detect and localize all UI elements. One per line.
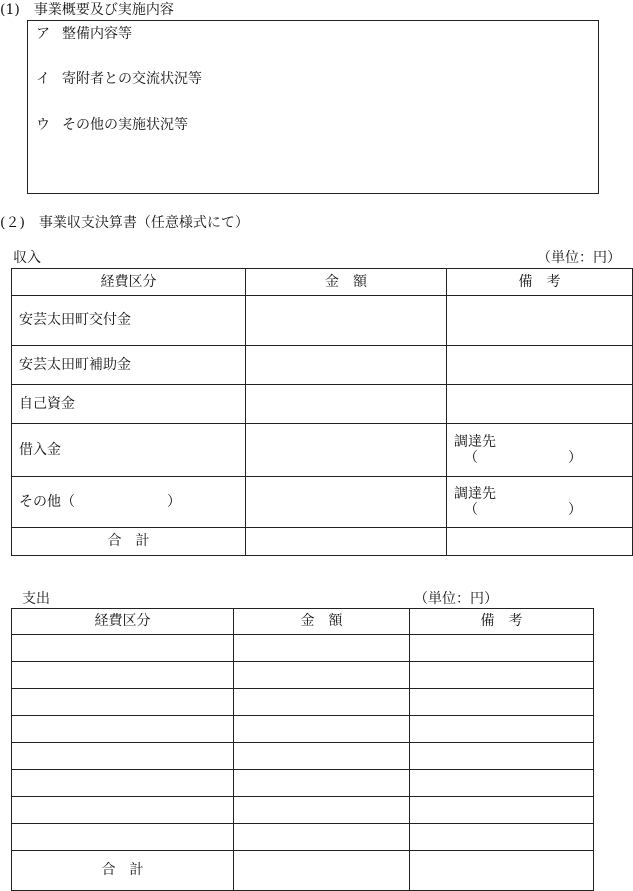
income-total-amount[interactable] <box>246 528 447 556</box>
table-row <box>12 662 594 689</box>
expense-row-category[interactable] <box>12 770 234 797</box>
expense-row-remarks[interactable] <box>410 824 594 851</box>
expense-row-category[interactable] <box>12 635 234 662</box>
income-row-remarks[interactable] <box>447 385 633 424</box>
income-row-category: 借入金 <box>12 424 246 477</box>
income-total-label: 合 計 <box>12 528 246 556</box>
expense-unit: （単位：円） <box>414 591 498 607</box>
income-row-amount[interactable] <box>246 477 447 528</box>
income-row-amount[interactable] <box>246 296 447 346</box>
expense-table <box>11 608 594 891</box>
expense-header-row <box>12 609 594 635</box>
expense-row-remarks[interactable] <box>410 770 594 797</box>
expense-row-remarks[interactable] <box>410 689 594 716</box>
income-row-category: 安芸太田町補助金 <box>12 346 246 385</box>
section1-box <box>27 20 599 194</box>
section1-item-i <box>36 72 202 86</box>
expense-total-amount[interactable] <box>234 851 410 891</box>
income-row-remarks[interactable] <box>447 296 633 346</box>
income-row-remarks[interactable] <box>447 477 633 528</box>
income-row-remarks[interactable] <box>447 346 633 385</box>
expense-row-category[interactable] <box>12 743 234 770</box>
section1-item-i-label: 寄附者との交流状況等 <box>62 71 202 87</box>
income-unit: （単位：円） <box>537 250 621 266</box>
table-row <box>12 716 594 743</box>
expense-row-amount[interactable] <box>234 635 410 662</box>
expense-total-row <box>12 851 594 891</box>
other-open: その他（ <box>19 493 75 510</box>
section1-item-i-marker: イ <box>36 71 50 87</box>
income-row-amount[interactable] <box>246 424 447 477</box>
expense-label: 支出 <box>22 591 50 607</box>
expense-row-remarks[interactable] <box>410 635 594 662</box>
section1-item-u-label: その他の実施状況等 <box>62 117 188 133</box>
income-remarks-source-paren <box>454 502 632 518</box>
income-row-category <box>12 477 246 528</box>
expense-header-remarks: 備 考 <box>410 609 594 635</box>
expense-header-category: 経費区分 <box>12 609 234 635</box>
table-row <box>12 477 633 528</box>
income-header-category: 経費区分 <box>12 269 246 296</box>
section1-item-a-marker: ア <box>36 26 50 42</box>
expense-row-remarks[interactable] <box>410 662 594 689</box>
section2-title: (２) 事業収支決算書（任意様式にて） <box>0 215 249 231</box>
income-remarks-source-label: 調達先 <box>454 485 496 502</box>
income-header-remarks: 備 考 <box>447 269 633 296</box>
table-row <box>12 689 594 716</box>
expense-row-category[interactable] <box>12 824 234 851</box>
table-row <box>12 797 594 824</box>
expense-row-category[interactable] <box>12 662 234 689</box>
expense-header-amount: 金 額 <box>234 609 410 635</box>
table-row <box>12 346 633 385</box>
section1-title: (1) 事業概要及び実施内容 <box>0 2 174 18</box>
expense-row-amount[interactable] <box>234 662 410 689</box>
other-close: ） <box>167 493 181 510</box>
expense-row-amount[interactable] <box>234 716 410 743</box>
income-row-amount[interactable] <box>246 346 447 385</box>
expense-row-amount[interactable] <box>234 824 410 851</box>
expense-row-amount[interactable] <box>234 689 410 716</box>
income-label: 収入 <box>13 250 41 266</box>
expense-row-remarks[interactable] <box>410 743 594 770</box>
expense-row-category[interactable] <box>12 716 234 743</box>
income-remarks-source-label: 調達先 <box>454 433 496 450</box>
table-row <box>12 424 633 477</box>
expense-row-category[interactable] <box>12 689 234 716</box>
expense-row-amount[interactable] <box>234 770 410 797</box>
income-total-remarks[interactable] <box>447 528 633 556</box>
paren-open: （ <box>464 450 478 466</box>
expense-total-label: 合 計 <box>12 851 234 891</box>
section1-item-u-marker: ウ <box>36 117 50 133</box>
expense-row-remarks[interactable] <box>410 716 594 743</box>
expense-row-amount[interactable] <box>234 797 410 824</box>
income-row-amount[interactable] <box>246 385 447 424</box>
income-header-amount: 金 額 <box>246 269 447 296</box>
table-row <box>12 770 594 797</box>
income-remarks-source-paren <box>454 450 632 466</box>
expense-row-amount[interactable] <box>234 743 410 770</box>
expense-row-remarks[interactable] <box>410 797 594 824</box>
income-row-category: 自己資金 <box>12 385 246 424</box>
table-row <box>12 743 594 770</box>
expense-total-remarks[interactable] <box>410 851 594 891</box>
section1-item-u <box>36 118 188 132</box>
table-row <box>12 824 594 851</box>
paren-close: ） <box>568 502 582 518</box>
section1-item-a-label: 整備内容等 <box>62 26 132 42</box>
table-row <box>12 296 633 346</box>
income-total-row <box>12 528 633 556</box>
section1-item-a <box>36 27 132 41</box>
income-row-remarks[interactable] <box>447 424 633 477</box>
expense-row-category[interactable] <box>12 797 234 824</box>
income-table <box>11 268 633 556</box>
table-row <box>12 385 633 424</box>
paren-open: （ <box>464 502 478 518</box>
paren-close: ） <box>568 450 582 466</box>
income-header-row <box>12 269 633 296</box>
table-row <box>12 635 594 662</box>
income-row-category: 安芸太田町交付金 <box>12 296 246 346</box>
